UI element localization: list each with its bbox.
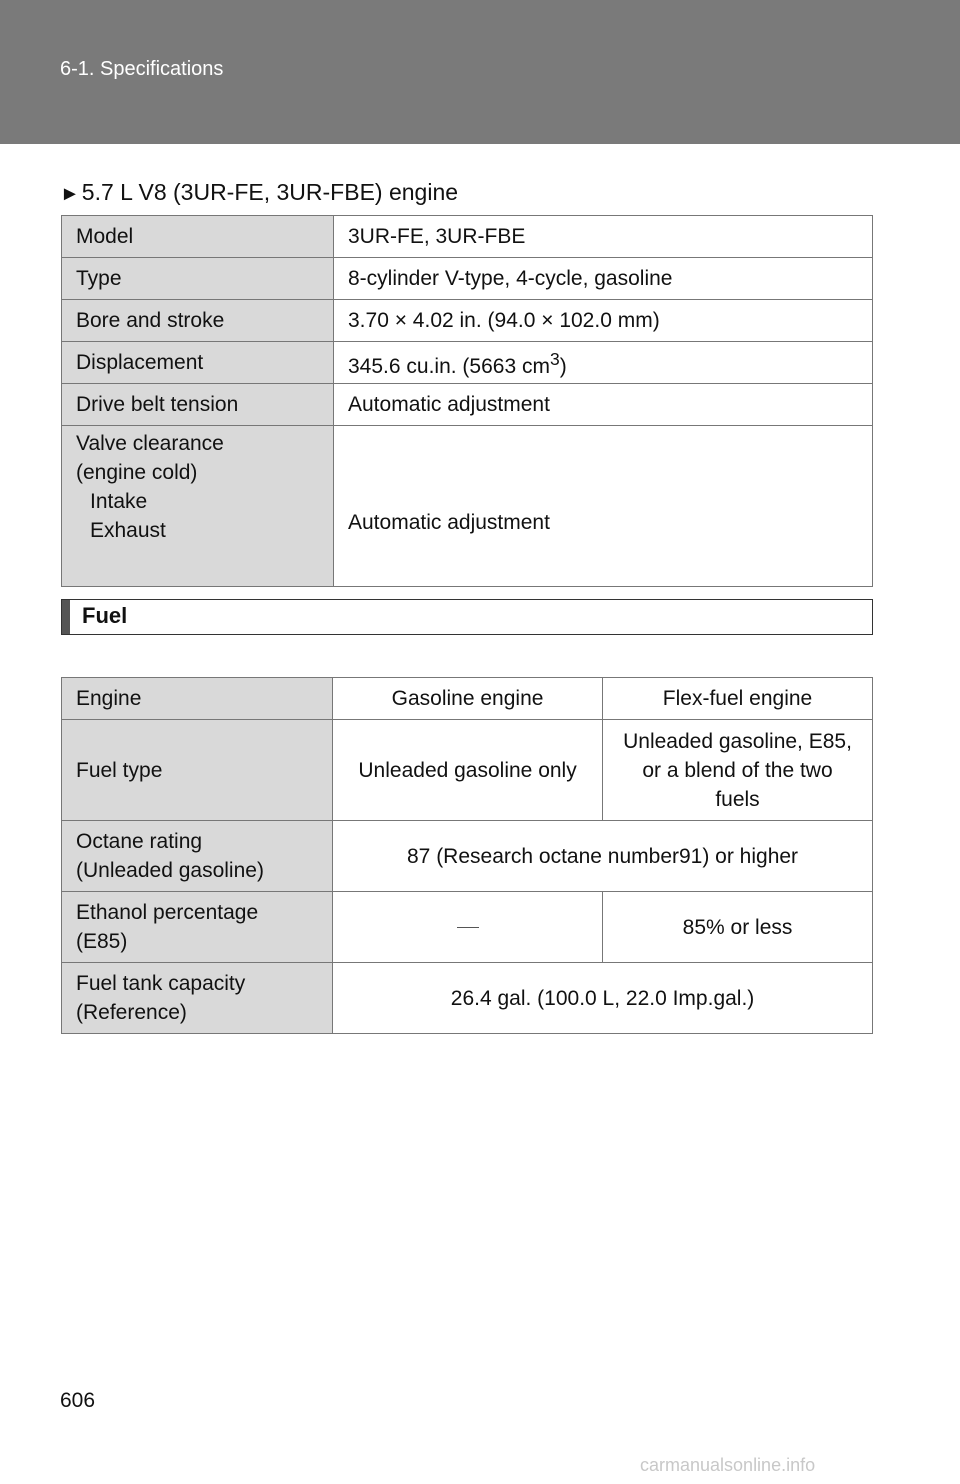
row-label xyxy=(62,821,333,892)
table-row xyxy=(62,963,873,1034)
octane-value: 87 (Research octane number91) or higher xyxy=(333,821,873,892)
ethanol-flex-value: 85% or less xyxy=(603,892,873,963)
row-label: Bore and stroke xyxy=(62,300,334,342)
label-line: (engine cold) xyxy=(76,461,198,484)
row-value: 3UR-FE, 3UR-FBE xyxy=(334,216,873,258)
text-line: or a blend of the two xyxy=(642,758,833,782)
label-line: (Unleaded gasoline) xyxy=(76,859,264,882)
table-row xyxy=(62,342,873,384)
section-title: 6-1. Specifications xyxy=(60,58,224,80)
table-row xyxy=(62,216,873,258)
table-row xyxy=(62,821,873,892)
fuel-spec-table xyxy=(61,677,873,1034)
row-value: 8-cylinder V-type, 4-cycle, gasoline xyxy=(334,258,873,300)
page-header-band xyxy=(0,0,960,144)
triangle-bullet-icon: ► xyxy=(60,183,80,205)
label-line: Octane rating xyxy=(76,830,203,853)
table-row xyxy=(62,678,873,720)
row-value: Automatic adjustment xyxy=(334,426,873,587)
text-line: Unleaded gasoline, E85, xyxy=(623,729,852,753)
tank-capacity-value: 26.4 gal. (100.0 L, 22.0 Imp.gal.) xyxy=(333,963,873,1034)
engine-heading xyxy=(60,179,458,206)
column-header-gasoline: Gasoline engine xyxy=(333,678,603,720)
row-label: Drive belt tension xyxy=(62,384,334,426)
flex-fuel-type xyxy=(603,720,873,821)
page-number: 606 xyxy=(60,1389,96,1412)
gasoline-fuel-type: Unleaded gasoline only xyxy=(333,720,603,821)
row-label: Displacement xyxy=(62,342,334,384)
engine-spec-table xyxy=(61,215,873,587)
label-line: Valve clearance xyxy=(76,432,224,455)
row-label: Engine xyxy=(62,678,333,720)
watermark: carmanualsonline.info xyxy=(640,1455,816,1475)
text-line: fuels xyxy=(715,787,760,811)
row-label xyxy=(62,963,333,1034)
ethanol-gasoline-value xyxy=(333,892,603,963)
table-row xyxy=(62,258,873,300)
row-value: 3.70 × 4.02 in. (94.0 × 102.0 mm) xyxy=(334,300,873,342)
label-line: Fuel tank capacity xyxy=(76,972,246,995)
displacement-suffix: ) xyxy=(559,354,567,378)
sub-label-exhaust: Exhaust xyxy=(90,519,166,542)
label-line: (Reference) xyxy=(76,1001,187,1024)
displacement-text: 345.6 cu.in. (5663 cm xyxy=(348,354,550,378)
sub-label-intake: Intake xyxy=(90,490,148,513)
fuel-section-title: Fuel xyxy=(82,603,128,628)
engine-heading-text: 5.7 L V8 (3UR-FE, 3UR-FBE) engine xyxy=(81,179,459,205)
table-row xyxy=(62,720,873,821)
fuel-section-header xyxy=(61,599,873,635)
row-label: Type xyxy=(62,258,334,300)
table-row xyxy=(62,426,873,587)
table-row xyxy=(62,384,873,426)
valve-clearance-label xyxy=(62,426,334,587)
superscript: 3 xyxy=(549,348,560,369)
row-label xyxy=(62,892,333,963)
table-row xyxy=(62,300,873,342)
dash-glyph xyxy=(457,927,479,928)
label-line: (E85) xyxy=(76,930,128,953)
column-header-flex: Flex-fuel engine xyxy=(603,678,873,720)
table-row xyxy=(62,892,873,963)
row-value: Automatic adjustment xyxy=(334,384,873,426)
label-line: Ethanol percentage xyxy=(76,901,259,924)
section-marker xyxy=(62,600,70,634)
displacement-value xyxy=(334,342,873,384)
row-label: Model xyxy=(62,216,334,258)
row-label: Fuel type xyxy=(62,720,333,821)
